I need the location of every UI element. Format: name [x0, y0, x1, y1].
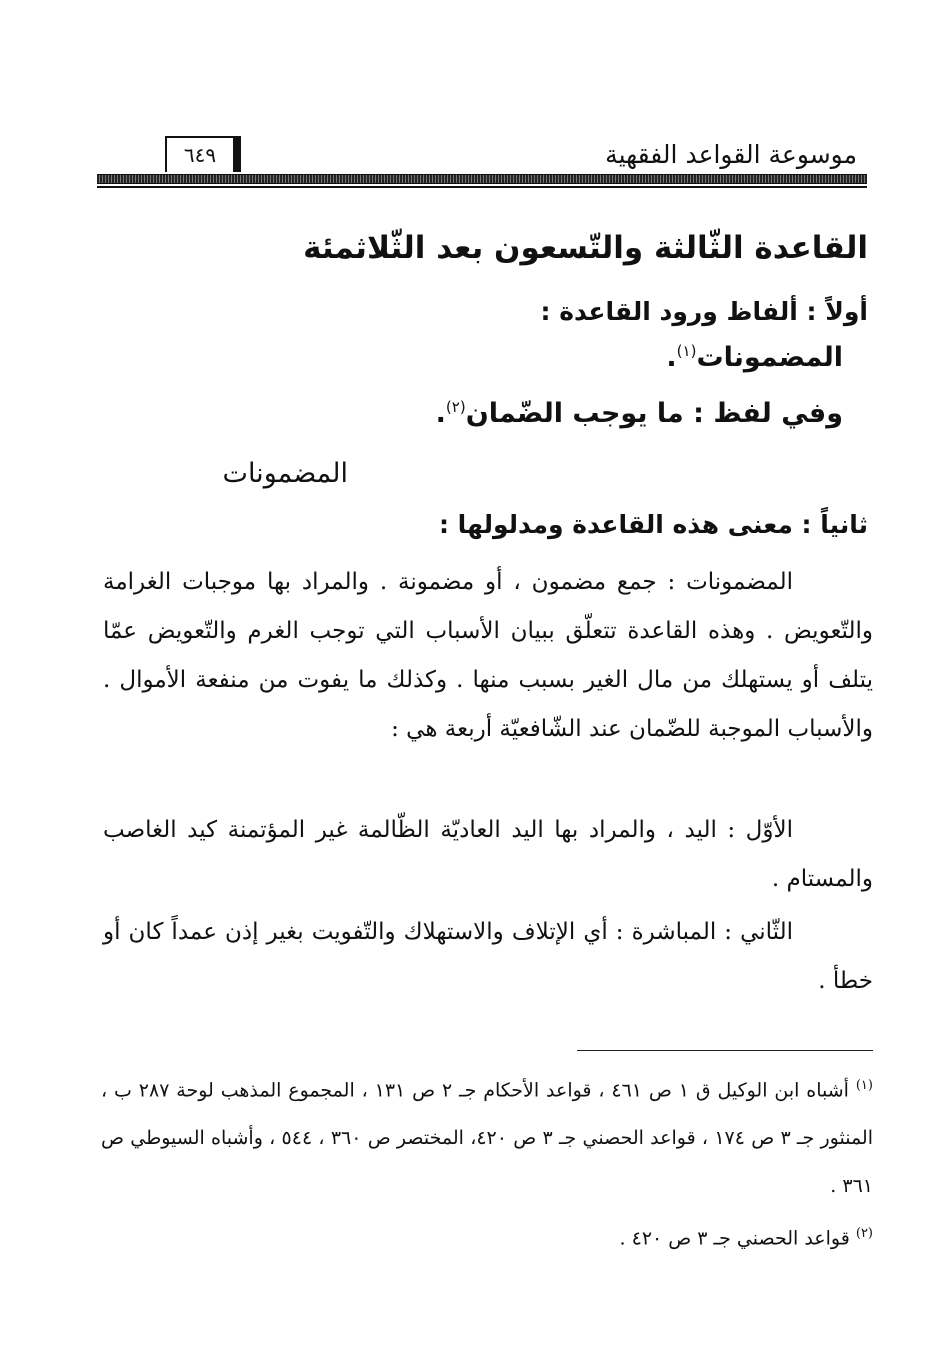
rule-phrase-1 [666, 342, 843, 373]
footnote-2-number: (٢) [855, 1226, 873, 1242]
footnote-2 [101, 1210, 873, 1262]
rule-phrase-2-end: . [435, 398, 446, 429]
section-heading-wording: أولاً : ألفاظ ورود القاعدة : [540, 297, 868, 326]
page-header [97, 130, 867, 188]
rule-phrase-1-end: . [666, 342, 677, 373]
paragraph-first-cause-text: الأوّل : اليد ، والمراد بها اليد العاديّة الظّالمة غير المؤتمنة كيد الغاصب والمستام . [103, 817, 873, 892]
footnote-2-text: قواعد الحصني جـ ٣ ص ٤٢٠ . [619, 1227, 850, 1250]
rule-phrase-2 [436, 398, 843, 429]
paragraph-definition [103, 558, 873, 754]
running-title: موسوعة القواعد الفقهية [605, 140, 857, 169]
rule-phrase-2-text: وفي لفظ : ما يوجب الضّمان [465, 398, 843, 429]
footnote-separator [577, 1050, 873, 1051]
centered-term: المضمونات [222, 458, 348, 489]
page-number: ٦٤٩ [165, 136, 241, 172]
paragraph-definition-text: المضمونات : جمع مضمون ، أو مضمونة . والمراد بها موجبات الغرامة والتّعويض . وهذه القاعدة تتعلّق ببيان الأسباب التي توجب الغرم والتّعويض عمّا يتلف أو يستهلك من مال الغير بسبب منها . وكذلك ما يفوت من منفعة الأموال . والأسباب الموجبة للضّمان عند الشّافعيّة أربعة هي : [103, 569, 873, 742]
section-heading-meaning: ثانياً : معنى هذه القاعدة ومدلولها : [438, 510, 868, 539]
footnote-1-number: (١) [855, 1078, 873, 1093]
paragraph-first-cause [103, 806, 873, 904]
footnote-1 [101, 1062, 873, 1210]
header-rule [97, 174, 867, 184]
footnote-ref-2: (٢) [445, 398, 466, 416]
paragraph-second-cause [103, 908, 873, 1006]
footnotes [101, 1062, 873, 1263]
footnote-ref-1: (١) [676, 342, 697, 360]
header-rule-thin [97, 186, 867, 188]
footnote-1-text: أشباه ابن الوكيل ق ١ ص ٤٦١ ، قواعد الأحكام جـ ٢ ص ١٣١ ، المجموع المذهب لوحة ٢٨٧ ب ، المنثور جـ ٣ ص ١٧٤ ، قواعد الحصني جـ ٣ ص ٤٢٠، المختصر ص ٣٦٠ ، ٥٤٤ ، وأشباه السيوطي ص ٣٦١ . [101, 1079, 873, 1198]
paragraph-second-cause-text: الثّاني : المباشرة : أي الإتلاف والاستهلاك والتّفويت بغير إذن عمداً كان أو خطأ . [103, 919, 873, 994]
rule-title: القاعدة الثّالثة والتّسعون بعد الثّلاثمئة [303, 230, 868, 266]
rule-phrase-1-text: المضمونات [696, 342, 843, 373]
